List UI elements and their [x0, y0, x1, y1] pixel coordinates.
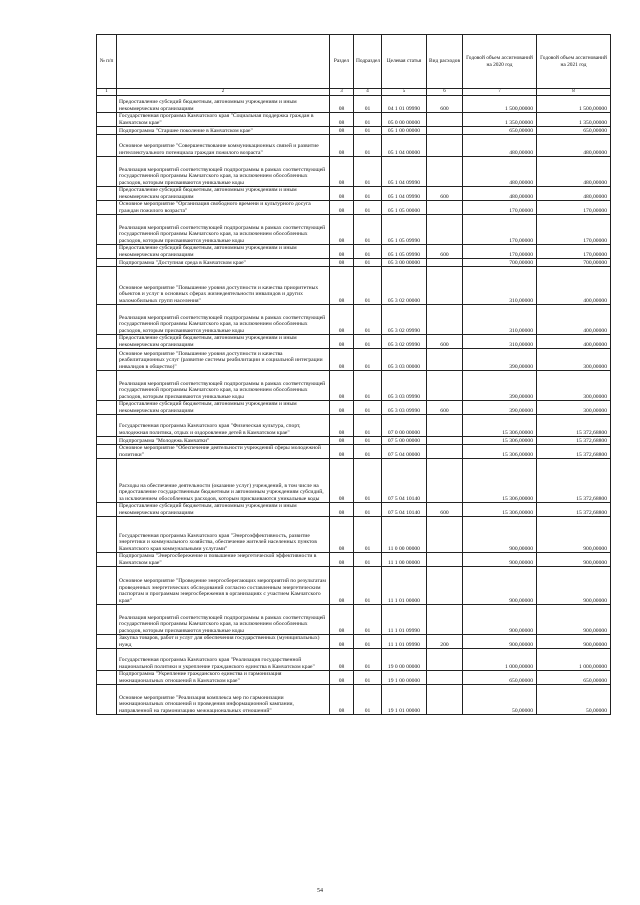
target-article-cell: 05 3 02 09990 — [382, 335, 427, 349]
section-cell: 08 — [330, 445, 354, 459]
row-name-cell: Предоставление субсидий бюджетным, автономным учреждениям и иным некоммерческим организациям — [117, 187, 330, 201]
header-expense-type: Вид расходов — [427, 35, 463, 89]
table-row — [97, 605, 611, 635]
row-name-cell: Реализация мероприятий соответствующей подпрограммы в рамках соответствующей государственной программы Камчатского края, за исключением обособленных расходов, которым присваиваются уникальные коды — [117, 371, 330, 401]
table-row — [97, 187, 611, 201]
expense-type-cell — [427, 415, 463, 437]
row-number-cell — [97, 415, 117, 437]
target-article-cell: 07 5 04 10140 — [382, 503, 427, 517]
subsection-cell: 01 — [354, 437, 382, 445]
row-name-cell: Реализация мероприятий соответствующей подпрограммы в рамках соответствующей государственной программы Камчатского края, за исключением обособленных расходов, которым присваиваются уникальные коды — [117, 605, 330, 635]
row-name-cell: Основное мероприятие "Реализация комплекса мер по гармонизации межнациональных отношений и проведения информационной кампании, направленной на гармонизацию межнациональных отношений" — [117, 685, 330, 715]
section-cell: 08 — [330, 517, 354, 553]
subsection-cell: 01 — [354, 305, 382, 335]
table-row — [97, 96, 611, 113]
header-name — [117, 35, 330, 89]
subsection-cell: 01 — [354, 201, 382, 215]
row-name-cell: Основное мероприятие "Проведение энергосберегающих мероприятий по результатам проведенных энергетических обследований согласно составленным энергетическим паспортам и программам энергосбережения в организациях с участием Камчатского края" — [117, 567, 330, 605]
section-cell: 08 — [330, 157, 354, 187]
table-row — [97, 437, 611, 445]
amount-2020-cell: 170,00000 — [463, 245, 537, 259]
target-article-cell: 05 1 05 09990 — [382, 245, 427, 259]
amount-2021-cell: 400,00000 — [537, 267, 611, 305]
amount-2021-cell: 300,00000 — [537, 401, 611, 415]
table-row — [97, 503, 611, 517]
subsection-cell: 01 — [354, 415, 382, 437]
row-number-cell — [97, 267, 117, 305]
target-article-cell: 05 3 02 00000 — [382, 267, 427, 305]
expense-type-cell — [427, 553, 463, 567]
amount-2020-cell: 1 000,00000 — [463, 649, 537, 671]
section-cell: 08 — [330, 649, 354, 671]
subsection-cell: 01 — [354, 671, 382, 685]
column-number: 6 — [427, 89, 463, 96]
row-number-cell — [97, 553, 117, 567]
column-number: 5 — [382, 89, 427, 96]
subsection-cell: 01 — [354, 685, 382, 715]
subsection-cell: 01 — [354, 605, 382, 635]
amount-2020-cell: 390,00000 — [463, 371, 537, 401]
row-name-cell: Основное мероприятие "Организация свободного времени и культурного досуга граждан пожилого возраста" — [117, 201, 330, 215]
row-name-cell: Государственная программа Камчатского края "Реализация государственной национальной политики и укрепление гражданского единства в Камчатском крае" — [117, 649, 330, 671]
amount-2021-cell: 15 372,68800 — [537, 503, 611, 517]
amount-2020-cell: 310,00000 — [463, 267, 537, 305]
column-number-row — [97, 89, 611, 96]
row-name-cell: Подпрограмма "Старшее поколение в Камчатском крае" — [117, 127, 330, 135]
target-article-cell: 05 3 00 00000 — [382, 259, 427, 267]
target-article-cell: 05 1 04 09990 — [382, 187, 427, 201]
amount-2020-cell: 900,00000 — [463, 605, 537, 635]
subsection-cell: 01 — [354, 459, 382, 503]
section-cell: 08 — [330, 305, 354, 335]
amount-2021-cell: 480,00000 — [537, 135, 611, 157]
row-number-cell — [97, 459, 117, 503]
expense-type-cell: 600 — [427, 245, 463, 259]
row-number-cell — [97, 259, 117, 267]
table-row — [97, 335, 611, 349]
subsection-cell: 01 — [354, 267, 382, 305]
column-number: 8 — [537, 89, 611, 96]
header-number: № п/п — [97, 35, 117, 89]
row-name-cell: Основное мероприятие "Совершенствование коммуникационных связей и развитие интеллектуального потенциала граждан пожилого возраста" — [117, 135, 330, 157]
expense-type-cell — [427, 157, 463, 187]
expense-type-cell — [427, 127, 463, 135]
subsection-cell: 01 — [354, 567, 382, 605]
target-article-cell: 05 1 05 00000 — [382, 201, 427, 215]
row-number-cell — [97, 187, 117, 201]
row-name-cell: Закупка товаров, работ и услуг для обеспечения государственных (муниципальных) нужд — [117, 635, 330, 649]
expense-type-cell — [427, 135, 463, 157]
amount-2020-cell: 480,00000 — [463, 187, 537, 201]
row-number-cell — [97, 127, 117, 135]
row-number-cell — [97, 605, 117, 635]
amount-2021-cell: 1 350,00000 — [537, 113, 611, 127]
row-name-cell: Основное мероприятие "Повышение уровня доступности и качества реабилитационных услуг (развитие системы реабилитации и социальной интеграции инвалидов в общество)" — [117, 349, 330, 371]
amount-2021-cell: 480,00000 — [537, 157, 611, 187]
section-cell: 08 — [330, 187, 354, 201]
section-cell: 08 — [330, 113, 354, 127]
amount-2020-cell: 1 500,00000 — [463, 96, 537, 113]
subsection-cell: 01 — [354, 245, 382, 259]
row-number-cell — [97, 157, 117, 187]
target-article-cell: 05 1 05 09990 — [382, 215, 427, 245]
target-article-cell: 07 5 00 00000 — [382, 437, 427, 445]
target-article-cell: 04 1 01 09990 — [382, 96, 427, 113]
subsection-cell: 01 — [354, 635, 382, 649]
amount-2020-cell: 15 306,00000 — [463, 415, 537, 437]
row-name-cell: Подпрограмма "Энергосбережение и повышение энергетической эффективности в Камчатском крае" — [117, 553, 330, 567]
column-number: 7 — [463, 89, 537, 96]
column-number: 2 — [117, 89, 330, 96]
table-row — [97, 401, 611, 415]
expense-type-cell — [427, 267, 463, 305]
section-cell: 08 — [330, 437, 354, 445]
table-row — [97, 459, 611, 503]
amount-2020-cell: 480,00000 — [463, 157, 537, 187]
section-cell: 08 — [330, 127, 354, 135]
row-name-cell: Основное мероприятие "Обеспечение деятельности учреждений сферы молодежной политики" — [117, 445, 330, 459]
row-number-cell — [97, 371, 117, 401]
expense-type-cell: 600 — [427, 503, 463, 517]
row-name-cell: Подпрограмма "Молодежь Камчатки" — [117, 437, 330, 445]
row-name-cell: Предоставление субсидий бюджетным, автономным учреждениям и иным некоммерческим организациям — [117, 401, 330, 415]
row-number-cell — [97, 135, 117, 157]
target-article-cell: 19 1 00 00000 — [382, 671, 427, 685]
expense-type-cell — [427, 113, 463, 127]
table-body — [97, 96, 611, 715]
expense-type-cell — [427, 517, 463, 553]
section-cell: 08 — [330, 349, 354, 371]
amount-2021-cell: 170,00000 — [537, 201, 611, 215]
row-name-cell: Реализация мероприятий соответствующей подпрограммы в рамках соответствующей государственной программы Камчатского края, за исключением обособленных расходов, которым присваиваются уникальные коды — [117, 157, 330, 187]
expense-type-cell — [427, 305, 463, 335]
expense-type-cell: 600 — [427, 96, 463, 113]
row-name-cell: Реализация мероприятий соответствующей подпрограммы в рамках соответствующей государственной программы Камчатского края, за исключением обособленных расходов, которым присваиваются уникальные коды — [117, 215, 330, 245]
expense-type-cell: 600 — [427, 187, 463, 201]
row-name-cell: Подпрограмма "Доступная среда в Камчатском крае" — [117, 259, 330, 267]
amount-2020-cell: 900,00000 — [463, 517, 537, 553]
target-article-cell: 19 1 01 00000 — [382, 685, 427, 715]
section-cell: 08 — [330, 635, 354, 649]
section-cell: 08 — [330, 135, 354, 157]
expense-type-cell — [427, 437, 463, 445]
target-article-cell: 05 1 00 00000 — [382, 127, 427, 135]
expense-type-cell — [427, 649, 463, 671]
row-name-cell: Основное мероприятие "Повышение уровня доступности и качества приоритетных объектов и услуг в основных сферах жизнедеятельности инвалидов и других маломобильных групп населения" — [117, 267, 330, 305]
table-row — [97, 649, 611, 671]
section-cell: 08 — [330, 553, 354, 567]
amount-2021-cell: 15 372,68800 — [537, 437, 611, 445]
section-cell: 08 — [330, 215, 354, 245]
table-row — [97, 685, 611, 715]
target-article-cell: 05 0 00 00000 — [382, 113, 427, 127]
table-row — [97, 157, 611, 187]
row-number-cell — [97, 349, 117, 371]
amount-2020-cell: 1 350,00000 — [463, 113, 537, 127]
row-number-cell — [97, 445, 117, 459]
row-name-cell: Расходы на обеспечение деятельности (оказание услуг) учреждений, в том числе на предоставление государственным бюджетным и автономным учреждениям субсидий, за исключением обособленных расходов, которым присваиваются уникальные коды — [117, 459, 330, 503]
target-article-cell: 11 0 00 00000 — [382, 517, 427, 553]
amount-2020-cell: 15 306,00000 — [463, 459, 537, 503]
table-row — [97, 635, 611, 649]
row-name-cell: Реализация мероприятий соответствующей подпрограммы в рамках соответствующей государственной программы Камчатского края, за исключением обособленных расходов, которым присваиваются уникальные коды — [117, 305, 330, 335]
section-cell: 08 — [330, 96, 354, 113]
row-number-cell — [97, 635, 117, 649]
expense-type-cell — [427, 201, 463, 215]
target-article-cell: 07 0 00 00000 — [382, 415, 427, 437]
row-name-cell: Государственная программа Камчатского края "Социальная поддержка граждан в Камчатском крае" — [117, 113, 330, 127]
amount-2021-cell: 1 500,00000 — [537, 96, 611, 113]
table-row — [97, 305, 611, 335]
row-name-cell: Предоставление субсидий бюджетным, автономным учреждениям и иным некоммерческим организациям — [117, 245, 330, 259]
row-number-cell — [97, 401, 117, 415]
amount-2021-cell: 50,00000 — [537, 685, 611, 715]
expense-type-cell — [427, 459, 463, 503]
row-number-cell — [97, 335, 117, 349]
row-number-cell — [97, 649, 117, 671]
target-article-cell: 05 1 04 00000 — [382, 135, 427, 157]
amount-2021-cell: 400,00000 — [537, 305, 611, 335]
row-number-cell — [97, 215, 117, 245]
row-name-cell: Государственная программа Камчатского края "Энергоэффективность, развитие энергетики и коммунального хозяйства, обеспечение жителей населенных пунктов Камчатского края коммунальными услугами" — [117, 517, 330, 553]
amount-2021-cell: 900,00000 — [537, 567, 611, 605]
subsection-cell: 01 — [354, 127, 382, 135]
amount-2021-cell: 900,00000 — [537, 605, 611, 635]
target-article-cell: 11 1 00 00000 — [382, 553, 427, 567]
column-number: 4 — [354, 89, 382, 96]
amount-2020-cell: 900,00000 — [463, 553, 537, 567]
section-cell: 08 — [330, 201, 354, 215]
expense-type-cell — [427, 685, 463, 715]
table-row — [97, 349, 611, 371]
row-number-cell — [97, 671, 117, 685]
row-number-cell — [97, 517, 117, 553]
row-name-cell: Предоставление субсидий бюджетным, автономным учреждениям и иным некоммерческим организациям — [117, 503, 330, 517]
section-cell: 08 — [330, 371, 354, 401]
amount-2021-cell: 1 000,00000 — [537, 649, 611, 671]
amount-2021-cell: 300,00000 — [537, 349, 611, 371]
target-article-cell: 05 3 03 00000 — [382, 349, 427, 371]
amount-2021-cell: 15 372,68800 — [537, 415, 611, 437]
amount-2021-cell: 650,00000 — [537, 127, 611, 135]
expense-type-cell: 200 — [427, 635, 463, 649]
amount-2021-cell: 170,00000 — [537, 245, 611, 259]
table-row — [97, 517, 611, 553]
expense-type-cell: 600 — [427, 335, 463, 349]
section-cell: 08 — [330, 671, 354, 685]
row-number-cell — [97, 685, 117, 715]
subsection-cell: 01 — [354, 96, 382, 113]
section-cell: 08 — [330, 503, 354, 517]
section-cell: 08 — [330, 267, 354, 305]
amount-2021-cell: 15 372,68800 — [537, 445, 611, 459]
amount-2021-cell: 650,00000 — [537, 671, 611, 685]
target-article-cell: 11 1 01 09990 — [382, 605, 427, 635]
amount-2020-cell: 390,00000 — [463, 401, 537, 415]
budget-table-sheet — [96, 34, 610, 715]
row-name-cell: Предоставление субсидий бюджетным, автономным учреждениям и иным некоммерческим организациям — [117, 96, 330, 113]
row-name-cell: Государственная программа Камчатского края "Физическая культура, спорт, молодежная политика, отдых и оздоровление детей в Камчатском крае" — [117, 415, 330, 437]
target-article-cell: 05 3 02 09990 — [382, 305, 427, 335]
subsection-cell: 01 — [354, 401, 382, 415]
table-row — [97, 135, 611, 157]
subsection-cell: 01 — [354, 335, 382, 349]
amount-2020-cell: 480,00000 — [463, 135, 537, 157]
expense-type-cell — [427, 445, 463, 459]
subsection-cell: 01 — [354, 113, 382, 127]
page-number: 54 — [317, 888, 323, 894]
amount-2020-cell: 390,00000 — [463, 349, 537, 371]
amount-2020-cell: 170,00000 — [463, 201, 537, 215]
row-number-cell — [97, 437, 117, 445]
row-number-cell — [97, 503, 117, 517]
subsection-cell: 01 — [354, 503, 382, 517]
amount-2021-cell: 170,00000 — [537, 215, 611, 245]
table-row — [97, 245, 611, 259]
subsection-cell: 01 — [354, 215, 382, 245]
table-row — [97, 445, 611, 459]
amount-2020-cell: 170,00000 — [463, 215, 537, 245]
section-cell: 08 — [330, 459, 354, 503]
subsection-cell: 01 — [354, 371, 382, 401]
amount-2020-cell: 700,00000 — [463, 259, 537, 267]
subsection-cell: 01 — [354, 517, 382, 553]
column-number: 1 — [97, 89, 117, 96]
section-cell: 08 — [330, 685, 354, 715]
row-name-cell: Предоставление субсидий бюджетным, автономным учреждениям и иным некоммерческим организациям — [117, 335, 330, 349]
subsection-cell: 01 — [354, 649, 382, 671]
target-article-cell: 07 5 04 00000 — [382, 445, 427, 459]
subsection-cell: 01 — [354, 187, 382, 201]
table-row — [97, 215, 611, 245]
header-amount-2021: Годовой объем ассигнований на 2021 год — [537, 35, 611, 89]
target-article-cell: 07 5 04 10140 — [382, 459, 427, 503]
expense-type-cell — [427, 349, 463, 371]
amount-2020-cell: 15 306,00000 — [463, 445, 537, 459]
table-row — [97, 113, 611, 127]
row-name-cell: Подпрограмма "Укрепление гражданского единства и гармонизация межнациональных отношений в Камчатском крае" — [117, 671, 330, 685]
table-row — [97, 415, 611, 437]
table-row — [97, 127, 611, 135]
row-number-cell — [97, 245, 117, 259]
table-row — [97, 553, 611, 567]
subsection-cell: 01 — [354, 259, 382, 267]
row-number-cell — [97, 113, 117, 127]
table-row — [97, 371, 611, 401]
expense-type-cell — [427, 605, 463, 635]
budget-allocation-table — [96, 34, 611, 715]
amount-2021-cell: 900,00000 — [537, 553, 611, 567]
header-section: Раздел — [330, 35, 354, 89]
amount-2020-cell: 650,00000 — [463, 671, 537, 685]
table-row — [97, 201, 611, 215]
amount-2020-cell: 900,00000 — [463, 635, 537, 649]
section-cell: 08 — [330, 401, 354, 415]
target-article-cell: 05 1 04 09990 — [382, 157, 427, 187]
table-header-row — [97, 35, 611, 89]
subsection-cell: 01 — [354, 445, 382, 459]
amount-2021-cell: 900,00000 — [537, 517, 611, 553]
amount-2021-cell: 300,00000 — [537, 371, 611, 401]
amount-2021-cell: 480,00000 — [537, 187, 611, 201]
amount-2021-cell: 700,00000 — [537, 259, 611, 267]
column-number: 3 — [330, 89, 354, 96]
row-number-cell — [97, 201, 117, 215]
amount-2021-cell: 900,00000 — [537, 635, 611, 649]
section-cell: 08 — [330, 567, 354, 605]
header-target-article: Целевая статья — [382, 35, 427, 89]
expense-type-cell: 600 — [427, 401, 463, 415]
row-number-cell — [97, 567, 117, 605]
amount-2020-cell: 650,00000 — [463, 127, 537, 135]
table-row — [97, 259, 611, 267]
subsection-cell: 01 — [354, 135, 382, 157]
amount-2021-cell: 15 372,68800 — [537, 459, 611, 503]
amount-2020-cell: 15 306,00000 — [463, 437, 537, 445]
subsection-cell: 01 — [354, 553, 382, 567]
section-cell: 08 — [330, 259, 354, 267]
expense-type-cell — [427, 371, 463, 401]
expense-type-cell — [427, 671, 463, 685]
target-article-cell: 11 1 01 00000 — [382, 567, 427, 605]
target-article-cell: 05 3 03 09990 — [382, 371, 427, 401]
table-row — [97, 567, 611, 605]
target-article-cell: 11 1 01 09990 — [382, 635, 427, 649]
header-amount-2020: Годовой объем ассигнований на 2020 год — [463, 35, 537, 89]
subsection-cell: 01 — [354, 157, 382, 187]
expense-type-cell — [427, 259, 463, 267]
row-number-cell — [97, 96, 117, 113]
amount-2020-cell: 50,00000 — [463, 685, 537, 715]
target-article-cell: 19 0 00 00000 — [382, 649, 427, 671]
section-cell: 08 — [330, 415, 354, 437]
header-subsection: Подраздел — [354, 35, 382, 89]
section-cell: 08 — [330, 245, 354, 259]
section-cell: 08 — [330, 335, 354, 349]
row-number-cell — [97, 305, 117, 335]
expense-type-cell — [427, 215, 463, 245]
amount-2020-cell: 310,00000 — [463, 305, 537, 335]
table-row — [97, 671, 611, 685]
amount-2020-cell: 15 306,00000 — [463, 503, 537, 517]
target-article-cell: 05 3 03 09990 — [382, 401, 427, 415]
amount-2020-cell: 310,00000 — [463, 335, 537, 349]
table-row — [97, 267, 611, 305]
section-cell: 08 — [330, 605, 354, 635]
subsection-cell: 01 — [354, 349, 382, 371]
amount-2021-cell: 400,00000 — [537, 335, 611, 349]
expense-type-cell — [427, 567, 463, 605]
amount-2020-cell: 900,00000 — [463, 567, 537, 605]
